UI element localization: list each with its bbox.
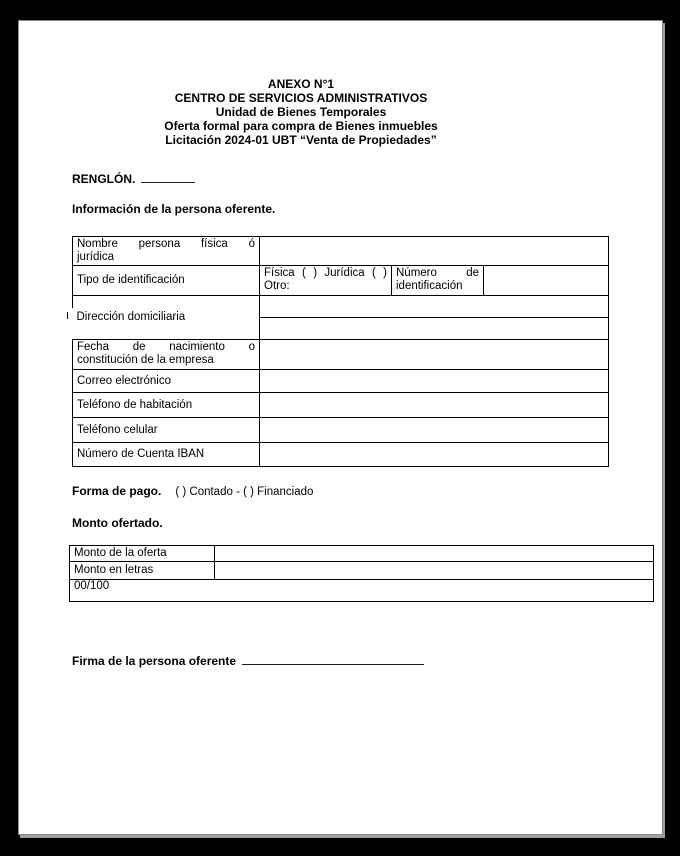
header-line-centro: CENTRO DE SERVICIOS ADMINISTRATIVOS (174, 91, 428, 105)
renglon-blank[interactable] (141, 171, 195, 183)
forma-pago-row (72, 484, 313, 499)
renglon-row (72, 171, 195, 186)
nombre-label: Nombre persona física ó jurídica (73, 237, 260, 266)
renglon-label: RENGLÓN. (72, 172, 136, 186)
document-header (72, 77, 530, 147)
info-section-title: Información de la persona oferente. (72, 202, 276, 216)
monto-letras-label: Monto en letras (70, 562, 215, 580)
telefono-habitacion-value-cell[interactable] (260, 393, 609, 418)
iban-value-cell[interactable] (260, 443, 609, 467)
monto-table (69, 545, 654, 602)
correo-label: Correo electrónico (73, 370, 260, 393)
forma-pago-label: Forma de pago. (72, 484, 162, 498)
numero-identificacion-value-cell[interactable] (484, 266, 609, 296)
table-row (73, 393, 609, 418)
table-row (73, 266, 609, 296)
nombre-value-cell[interactable] (260, 237, 609, 266)
direccion-label: Dirección domiciliaria (73, 296, 260, 340)
table-row (70, 580, 654, 602)
telefono-celular-value-cell[interactable] (260, 418, 609, 443)
tipo-opciones-cell[interactable]: Física ( ) Jurídica ( ) Otro: (260, 266, 392, 296)
numero-identificacion-label: Número de identificación (392, 266, 484, 296)
correo-value-cell[interactable] (260, 370, 609, 393)
table-row (70, 562, 654, 580)
table-border-tick (67, 312, 68, 319)
telefono-celular-label: Teléfono celular (73, 418, 260, 443)
document-page (18, 20, 663, 835)
table-border-stub (72, 295, 73, 308)
table-row (73, 237, 609, 266)
table-row (73, 370, 609, 393)
header-line-licitacion: Licitación 2024-01 UBT “Venta de Propiedades” (165, 133, 437, 147)
direccion-value-cell-1[interactable] (260, 296, 609, 318)
table-row (73, 443, 609, 467)
monto-section-title: Monto ofertado. (72, 516, 163, 530)
firma-row (72, 653, 424, 668)
header-line-anexo: ANEXO N°1 (267, 77, 335, 91)
table-row (73, 296, 609, 318)
header-line-unidad: Unidad de Bienes Temporales (215, 105, 387, 119)
table-row (70, 546, 654, 562)
tipo-label: Tipo de identificación (73, 266, 260, 296)
forma-pago-options[interactable]: ( ) Contado - ( ) Financiado (175, 486, 314, 498)
iban-label: Número de Cuenta IBAN (73, 443, 260, 467)
firma-blank[interactable] (242, 653, 424, 665)
info-table (72, 236, 609, 467)
header-line-oferta: Oferta formal para compra de Bienes inmuebles (164, 119, 438, 133)
monto-letras-value-cell[interactable] (215, 562, 654, 580)
centavos-cell: 00/100 (70, 580, 654, 602)
monto-oferta-value-cell[interactable] (215, 546, 654, 562)
fecha-label: Fecha de nacimiento o constitución de la empresa (73, 340, 260, 370)
table-row (73, 340, 609, 370)
firma-label: Firma de la persona oferente (72, 654, 237, 668)
fecha-value-cell[interactable] (260, 340, 609, 370)
monto-oferta-label: Monto de la oferta (70, 546, 215, 562)
telefono-habitacion-label: Teléfono de habitación (73, 393, 260, 418)
table-row (73, 418, 609, 443)
direccion-value-cell-2[interactable] (260, 318, 609, 340)
